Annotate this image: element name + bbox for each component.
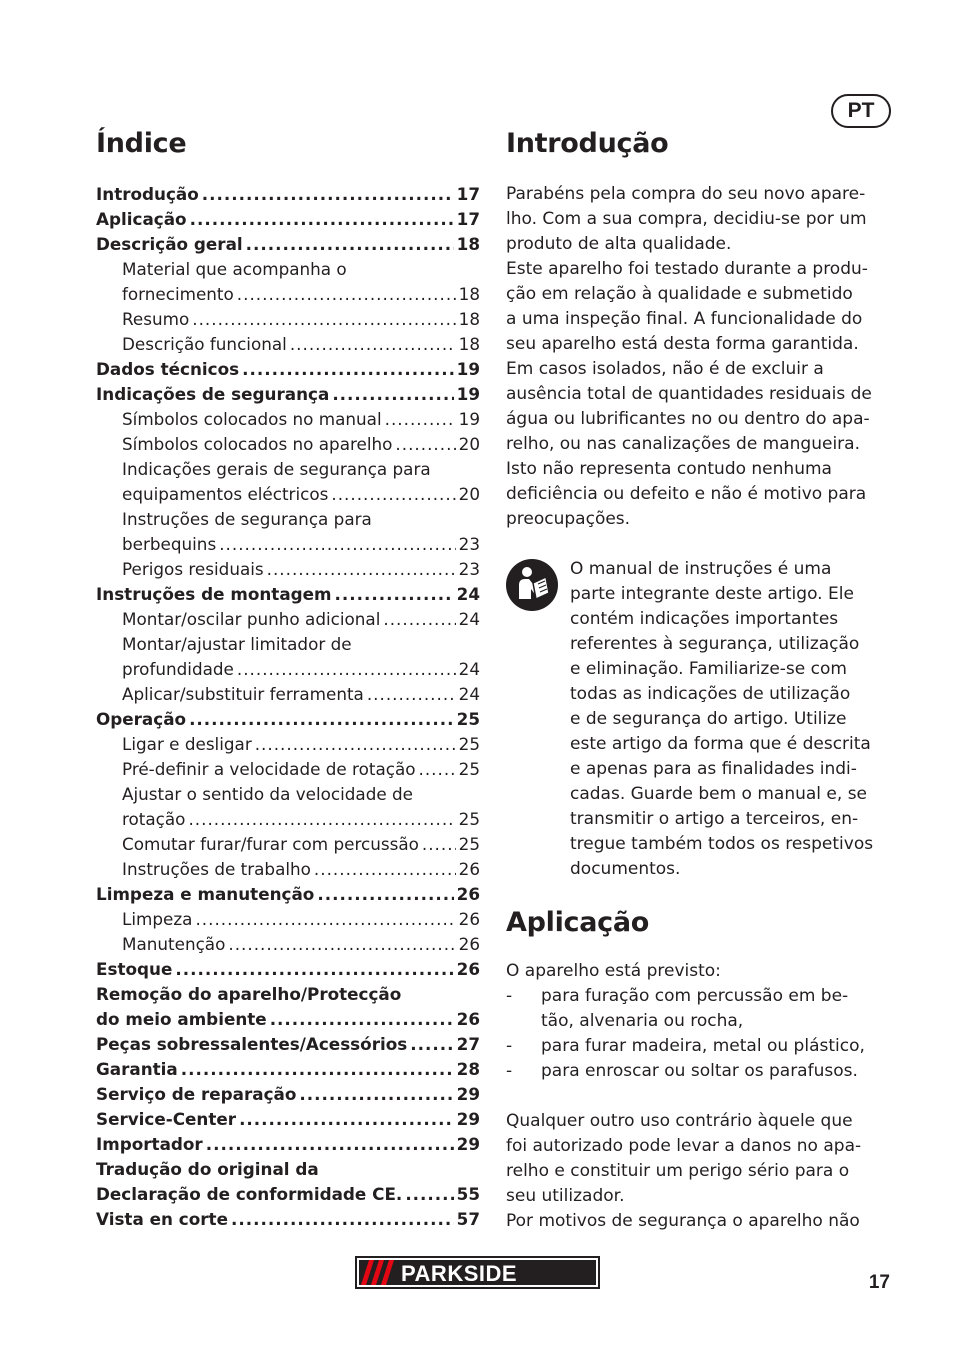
text-line: transmitir o artigo a terceiros, en-	[570, 809, 859, 829]
toc-entry-page: 19	[456, 384, 480, 404]
toc-entry[interactable]	[96, 957, 480, 982]
toc-entry-page: 25	[458, 734, 480, 754]
toc-entry-page: 26	[458, 859, 480, 879]
toc-entry[interactable]	[96, 1057, 480, 1082]
text-line: Por motivos de segurança o aparelho não	[506, 1211, 860, 1231]
toc-leader-dots	[246, 232, 454, 257]
list-item	[506, 984, 894, 1034]
toc-entry-label-line: Tradução do original da	[96, 1159, 319, 1179]
toc-entry-label: berbequins	[122, 534, 217, 554]
toc-entry-label: Instruções de trabalho	[122, 859, 311, 879]
read-manual-icon	[506, 559, 558, 611]
text-line: preocupações.	[506, 509, 631, 529]
toc-entry-label: do meio ambiente	[96, 1009, 267, 1029]
toc-entry-page: 18	[458, 334, 480, 354]
toc-entry-label: Resumo	[122, 309, 190, 329]
introduction-text	[506, 182, 894, 532]
toc-entry-label: Pré-definir a velocidade de rotação	[122, 759, 416, 779]
toc-entry[interactable]	[96, 782, 480, 832]
toc-entry[interactable]	[96, 1132, 480, 1157]
toc-entry[interactable]	[96, 357, 480, 382]
toc-entry-page: 57	[456, 1209, 480, 1229]
toc-leader-dots	[202, 182, 454, 207]
toc-entry[interactable]	[96, 1207, 480, 1232]
text-line: Qualquer outro uso contrário àquele que	[506, 1111, 853, 1131]
toc-entry-page: 19	[456, 359, 480, 379]
toc-entry-page: 20	[458, 484, 480, 504]
toc-entry[interactable]	[96, 707, 480, 732]
text-line: relho, ou nas canalizações de mangueira.	[506, 434, 860, 454]
toc-entry-label: equipamentos eléctricos	[122, 484, 329, 504]
toc-entry[interactable]	[96, 432, 480, 457]
toc-entry-label: Símbolos colocados no aparelho	[122, 434, 393, 454]
toc-entry[interactable]	[96, 182, 480, 207]
toc-leader-dots	[189, 707, 454, 732]
toc-entry-page: 17	[456, 209, 480, 229]
application-text	[506, 1109, 894, 1234]
toc-entry-label: rotação	[122, 809, 186, 829]
toc-entry[interactable]	[96, 857, 480, 882]
toc-entry[interactable]	[96, 257, 480, 307]
toc-entry-label-line: Indicações gerais de segurança para	[122, 459, 431, 479]
toc-entry-label: Perigos residuais	[122, 559, 264, 579]
toc-entry-label: fornecimento	[122, 284, 234, 304]
toc-leader-dots	[242, 357, 454, 382]
toc-entry-page: 29	[456, 1134, 480, 1154]
toc-entry[interactable]	[96, 1082, 480, 1107]
toc-entry-page: 23	[458, 534, 480, 554]
application-bullets	[506, 984, 894, 1084]
toc-entry[interactable]	[96, 1032, 480, 1057]
toc-leader-dots	[190, 207, 454, 232]
toc-entry[interactable]	[96, 907, 480, 932]
toc-entry-page: 27	[456, 1034, 480, 1054]
text-line: Isto não representa contudo nenhuma	[506, 459, 832, 479]
toc-entry-page: 25	[456, 709, 480, 729]
toc-entry[interactable]	[96, 457, 480, 507]
toc-entry-label: Instruções de montagem	[96, 584, 332, 604]
text-line: - para enroscar ou soltar os parafusos.	[541, 1061, 858, 1081]
text-line: Parabéns pela compra do seu novo apare-	[506, 184, 866, 204]
toc-title: Índice	[96, 128, 187, 159]
toc-leader-dots	[335, 582, 454, 607]
text-line: ausência total de quantidades residuais de	[506, 384, 872, 404]
toc-entry-label: Manutenção	[122, 934, 226, 954]
toc-leader-dots	[270, 1007, 454, 1032]
toc-leader-dots	[395, 432, 455, 457]
toc-entry-label: Montar/oscilar punho adicional	[122, 609, 381, 629]
list-item	[506, 1034, 894, 1059]
toc-entry-label: Dados técnicos	[96, 359, 240, 379]
text-line: tregue também todos os respetivos	[570, 834, 874, 854]
toc-entry-label: Vista en corte	[96, 1209, 228, 1229]
text-line: seu aparelho está desta forma garantida.	[506, 334, 859, 354]
introduction-title: Introdução	[506, 128, 669, 159]
toc-entry[interactable]	[96, 882, 480, 907]
toc-entry-page: 17	[456, 184, 480, 204]
parkside-logo	[355, 1256, 600, 1289]
application-title: Aplicação	[506, 907, 650, 938]
toc-leader-dots	[383, 607, 455, 632]
toc-entry-page: 18	[456, 234, 480, 254]
toc-leader-dots	[385, 407, 456, 432]
toc-entry[interactable]	[96, 932, 480, 957]
text-line: este artigo da forma que é descrita	[570, 734, 871, 754]
toc-entry-label: Operação	[96, 709, 187, 729]
toc-leader-dots	[239, 1107, 454, 1132]
text-line: Este aparelho foi testado durante a produ-	[506, 259, 868, 279]
text-line: relho e constituir um perigo sério para o	[506, 1161, 850, 1181]
toc-entry[interactable]	[96, 307, 480, 332]
toc-leader-dots	[255, 732, 456, 757]
text-line: referentes à segurança, utilização	[570, 634, 860, 654]
toc-leader-dots	[405, 1182, 453, 1207]
toc-entry-label: Serviço de reparação	[96, 1084, 297, 1104]
text-line: e de segurança do artigo. Utilize	[570, 709, 847, 729]
toc-leader-dots	[188, 807, 455, 832]
text-line: contém indicações importantes	[570, 609, 839, 629]
toc-entry-page: 26	[456, 1009, 480, 1029]
manual-notice-text	[570, 557, 894, 882]
toc-leader-dots	[219, 532, 455, 557]
toc-entry-page: 24	[458, 659, 480, 679]
toc-leader-dots	[331, 482, 455, 507]
toc-leader-dots	[237, 657, 456, 682]
text-line: lho. Com a sua compra, decidiu-se por um	[506, 209, 867, 229]
toc-entry[interactable]	[96, 407, 480, 432]
toc-entry-label-line: Instruções de segurança para	[122, 509, 372, 529]
toc-entry-page: 24	[458, 609, 480, 629]
toc-entry-label: Importador	[96, 1134, 203, 1154]
toc-entry-label: Ligar e desligar	[122, 734, 252, 754]
toc-entry-page: 55	[456, 1184, 480, 1204]
toc-entry-page: 28	[456, 1059, 480, 1079]
toc-entry[interactable]	[96, 507, 480, 557]
text-line: deficiência ou defeito e não é motivo para	[506, 484, 867, 504]
toc-entry-label: Aplicar/substituir ferramenta	[122, 684, 364, 704]
toc-entry-label: Comutar furar/furar com percussão	[122, 834, 419, 854]
toc-entry[interactable]	[96, 682, 480, 707]
toc-entry-page: 25	[458, 834, 480, 854]
toc-entry-page: 25	[458, 759, 480, 779]
toc-entry[interactable]	[96, 732, 480, 757]
toc-entry-label-line: Remoção do aparelho/Protecção	[96, 984, 402, 1004]
toc-entry-page: 24	[458, 684, 480, 704]
toc-leader-dots	[410, 1032, 453, 1057]
toc-entry[interactable]	[96, 1107, 480, 1132]
toc-entry-label: Descrição geral	[96, 234, 243, 254]
toc-leader-dots	[332, 382, 453, 407]
toc-entry[interactable]	[96, 832, 480, 857]
table-of-contents	[96, 124, 480, 1232]
toc-entry[interactable]	[96, 382, 480, 407]
text-line: foi autorizado pode levar a danos no apa-	[506, 1136, 862, 1156]
text-line: todas as indicações de utilização	[570, 684, 851, 704]
toc-leader-dots	[419, 757, 456, 782]
toc-entry-label: Declaração de conformidade CE.	[96, 1184, 403, 1204]
text-line: cadas. Guarde bem o manual e, se	[570, 784, 868, 804]
toc-entry-page: 23	[458, 559, 480, 579]
toc-entry[interactable]	[96, 232, 480, 257]
text-line: seu utilizador.	[506, 1186, 625, 1206]
toc-entry-label-line: Ajustar o sentido da velocidade de	[122, 784, 413, 804]
toc-entry-page: 25	[458, 809, 480, 829]
toc-entry-page: 29	[456, 1084, 480, 1104]
toc-entry-label: Descrição funcional	[122, 334, 287, 354]
toc-entry[interactable]	[96, 632, 480, 682]
text-line: documentos.	[570, 859, 681, 879]
toc-entry-label: profundidade	[122, 659, 234, 679]
list-item	[506, 1059, 894, 1084]
toc-entry-page: 26	[458, 934, 480, 954]
toc-entry-label: Indicações de segurança	[96, 384, 330, 404]
text-line: - para furar madeira, metal ou plástico,	[541, 1036, 865, 1056]
manual-notice	[506, 557, 894, 882]
toc-entry[interactable]	[96, 207, 480, 232]
toc-entry-label: Limpeza e manutenção	[96, 884, 315, 904]
toc-leader-dots	[299, 1082, 453, 1107]
toc-entry-label: Service-Center	[96, 1109, 237, 1129]
toc-entry-label: Garantia	[96, 1059, 178, 1079]
toc-leader-dots	[195, 907, 455, 932]
toc-leader-dots	[237, 282, 456, 307]
toc-entry[interactable]	[96, 982, 480, 1032]
text-line: Em casos isolados, não é de excluir a	[506, 359, 824, 379]
toc-entry-page: 18	[458, 284, 480, 304]
toc-leader-dots	[317, 882, 453, 907]
toc-entry-page: 19	[458, 409, 480, 429]
text-line: a uma inspeção final. A funcionalidade do	[506, 309, 863, 329]
toc-entry-page: 29	[456, 1109, 480, 1129]
text-line: parte integrante deste artigo. Ele	[570, 584, 854, 604]
toc-entry-label: Introdução	[96, 184, 199, 204]
toc-entry-label-line: Material que acompanha o	[122, 259, 347, 279]
toc-entry-page: 26	[456, 884, 480, 904]
toc-list	[96, 182, 480, 1232]
toc-entry[interactable]	[96, 557, 480, 582]
toc-entry-page: 26	[456, 959, 480, 979]
toc-entry-label: Limpeza	[122, 909, 193, 929]
toc-leader-dots	[228, 932, 455, 957]
text-line: e apenas para as finalidades indi-	[570, 759, 857, 779]
toc-entry-label: Peças sobressalentes/Acessórios	[96, 1034, 408, 1054]
brand-name: PARKSIDE	[401, 1261, 518, 1286]
toc-entry[interactable]	[96, 1157, 480, 1207]
text-line: e eliminação. Familiarize-se com	[570, 659, 847, 679]
toc-entry[interactable]	[96, 607, 480, 632]
toc-leader-dots	[422, 832, 456, 857]
toc-leader-dots	[206, 1132, 454, 1157]
toc-entry-label: Estoque	[96, 959, 173, 979]
toc-entry-page: 24	[456, 584, 480, 604]
page-number: 17	[868, 1272, 890, 1293]
toc-entry[interactable]	[96, 582, 480, 607]
toc-leader-dots	[314, 857, 456, 882]
toc-leader-dots	[267, 557, 456, 582]
content-column	[506, 124, 894, 1234]
text-line: - para furação com percussão em be-	[541, 986, 849, 1006]
application-intro: O aparelho está previsto:	[506, 961, 721, 981]
text-line: tão, alvenaria ou rocha,	[541, 1011, 744, 1031]
toc-leader-dots	[192, 307, 455, 332]
toc-entry-label-line: Montar/ajustar limitador de	[122, 634, 352, 654]
toc-entry-page: 18	[458, 309, 480, 329]
toc-entry-page: 26	[458, 909, 480, 929]
toc-entry[interactable]	[96, 332, 480, 357]
text-line: produto de alta qualidade.	[506, 234, 732, 254]
toc-leader-dots	[367, 682, 456, 707]
toc-leader-dots	[290, 332, 456, 357]
toc-entry-label: Símbolos colocados no manual	[122, 409, 382, 429]
text-line: água ou lubrificantes no ou dentro do apa-	[506, 409, 870, 429]
toc-leader-dots	[181, 1057, 454, 1082]
toc-entry-page: 20	[458, 434, 480, 454]
toc-leader-dots	[231, 1207, 454, 1232]
text-line: ção em relação à qualidade e submetido	[506, 284, 853, 304]
text-line: O manual de instruções é uma	[570, 559, 832, 579]
language-badge: PT	[831, 94, 891, 128]
toc-leader-dots	[175, 957, 453, 982]
toc-entry[interactable]	[96, 757, 480, 782]
toc-entry-label: Aplicação	[96, 209, 187, 229]
